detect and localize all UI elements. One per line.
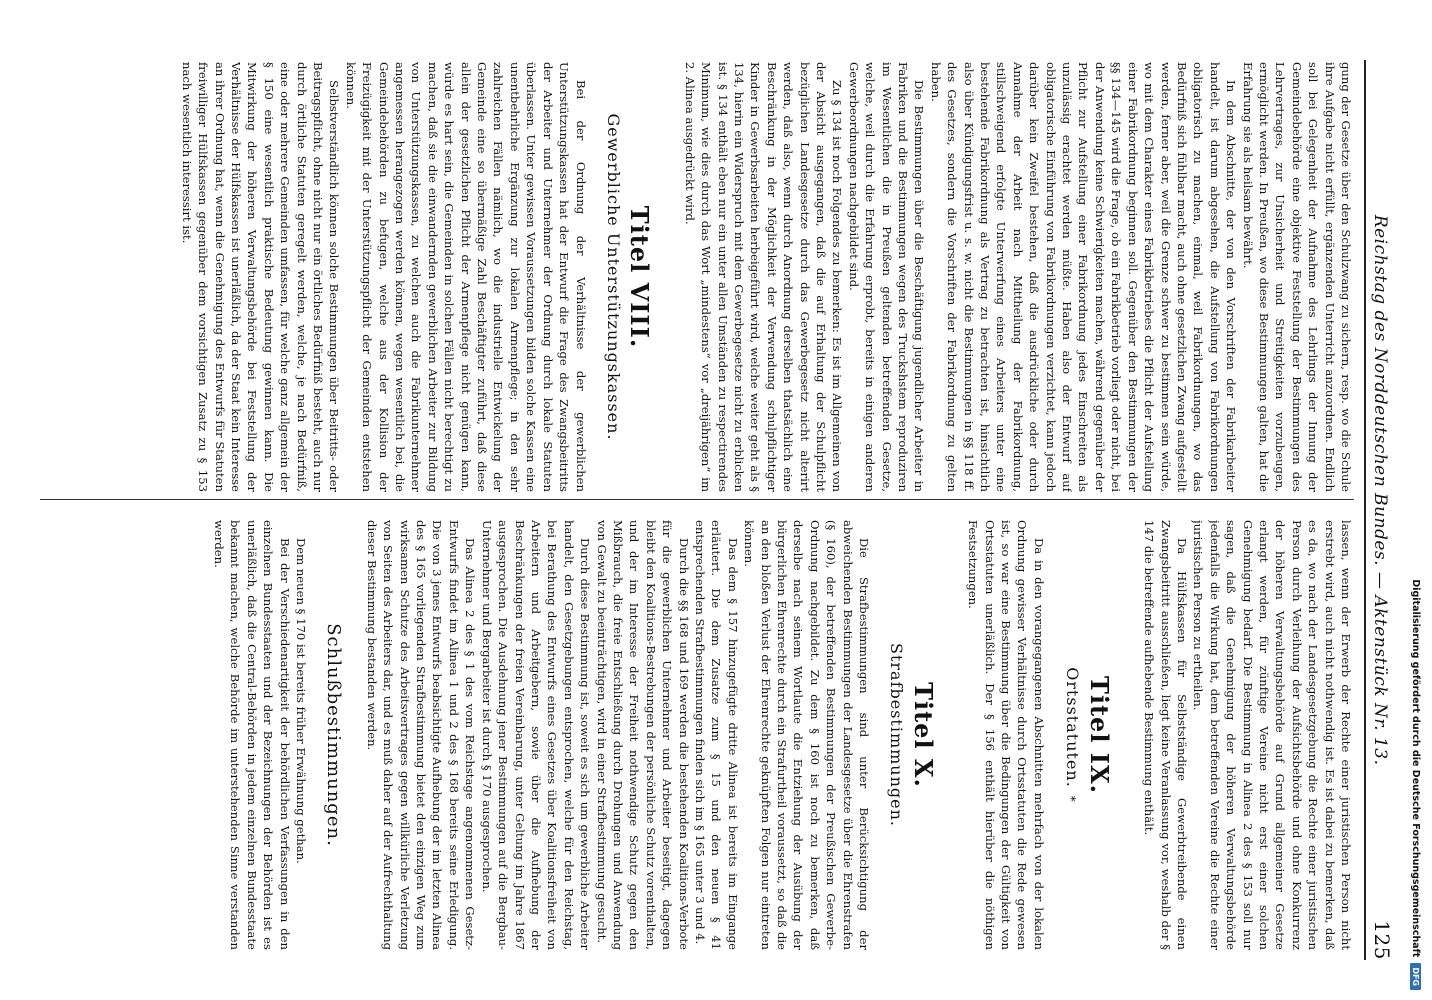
left-paragraph: gung der Gesetze über den Schulzwang zu sichern, resp. wo die Schule ihre Aufgabe nicht erfüllt, ergänzenden Unterricht anzuordnen. Endlich soll bei Gelegenheit der Aufnahme des Lehrlings der Innung der Gemeindebehörde eine objektive Feststellung der Bestimmungen des Lehrvertrages, zur Unsicherheit und Streitigkeiten vorzubeugen, ermöglicht werden. In Preußen, wo diese Bestimmungen galten, hat die Erfahrung sie als heilsam bewährt. [1240, 62, 1353, 492]
dfg-logo: DFG [1411, 963, 1422, 990]
left-paragraph: Selbstverständlich können solche Bestimmungen über Beitritts- oder Beitragspflicht, ohne nicht nur ein örtliches Bedürfniß besteht, auch nur durch örtliche Statuten geregelt werden, welche, je nach Bedürfniß, eine oder mehrere Gemeinden umfassen, für welche ganz allgemein der § 150 eine wesentlich praktische Bedeutung gewinnen kann. Die Mitwirkung der höheren Verwaltungsbehörde bei Feststellung der Verhältnisse der Hülfskassen ist unerläßlich, da der Staat kein Interesse an ihrer Ordnung hat, wenn die Genehmigung des Entwurfs für Statuten freiwilliger Hülfskassen gegenüber dem vorsichtigen Zusatz zu § 153 nach wesentlich interessirt ist. [179, 62, 342, 492]
right-paragraph: Das Alinea 2 des § 1 des vom Reichstage angenommenen Gesetz-Entwurfs findet im Alinea 1 und 2 des § 168 bereits seine Erledigung. Die von 3 jenes Entwurfs beabsichtigte Aufhebung der im letzten Alinea des § 165 vorliegenden Strafbestimmung bietet den einzigen Weg zum wirksamen Schutze des Arbeitsvertrages gegen willkürliche Verletzung von Seiten des Arbeiters dar, und es muß daher auf der Aufrechthaltung dieser Bestimmung bestanden werden. [364, 520, 478, 950]
credit-text: Digitalisierung gefördert durch die Deutsche Forschungsgemeinschaft [1410, 579, 1422, 958]
section-subheading: Gewerbliche Unterstützungskassen. [603, 113, 623, 441]
section-subheading: Strafbestimmungen. [887, 642, 907, 828]
header-rule [1364, 60, 1366, 960]
digitization-credit [1408, 0, 1428, 1000]
page-number: 125 [1370, 920, 1394, 960]
right-column [40, 520, 1354, 950]
section-heading: Titel IX. [1084, 675, 1114, 794]
section-heading: Titel X. [908, 682, 938, 788]
right-paragraph: Durch die §§ 168 und 169 werden die bestehenden Koalitions-Verbote für die gewerblichen Unternehmer und Arbeiter beseitigt, dagegen bleibt den Koalitions-Bestrebungen der persönliche Schutz vorenthalten, und der im Interesse der Freiheit nothwendige Schutz gegen den Mißbrauch, die freie Entschließung durch Drohungen und Anwendung von Gewalt zu beeinträchtigen, wird in einer Strafbestimmung gesucht. [594, 520, 691, 950]
right-paragraph: Da in den vorangegangenen Abschnitten mehrfach von der lokalen Ordnung gewisser Verhältnisse durch Ortsstatuten die Rede gewesen ist, so war eine Bestimmung über die Bedingungen der Gültigkeit von Ortsstatuten unerläßlich. Der § 156 enthält hierüber die nöthigen Festsetzungen. [966, 520, 1046, 950]
section-marker: * [1064, 795, 1079, 803]
running-head [1370, 60, 1404, 960]
right-paragraph: Das dem § 157 hinzugefügte dritte Alinea ist bereits im Eingange erläutert. Die dem Zusatze zum § 15 und den neuen § 41 entsprechenden Strafbestimmungen finden sich im § 165 unter 3 und 4. [693, 520, 740, 950]
credit-line [1406, 0, 1426, 1000]
column-divider [40, 499, 1354, 500]
right-paragraph: Durch diese Bestimmung ist, soweit es sich um gewerbliche Arbeiter handelt, den Gesetzgebungen entsprochen, welche für den Reichstag, bei Berathung des Entwurfs eines Gesetzes über Koalitionsfreiheit von Arbeitern und Arbeitgebern, sowie über die Aufhebung der Beschränkungen der freien Vereinbarung, unter Geltung im Jahre 1867 ausgesprochen. Die Ausdehnung jener Bestimmungen auf die Bergbau-Unternehmer und Bergarbeiter ist durch § 170 ausgesprochen. [479, 520, 593, 950]
left-paragraph: Zu § 134 ist noch Folgendes zu bemerken: Es ist im Allgemeinen von der Absicht ausgegangen, daß die auf Erhaltung der Schulpflicht bezüglichen Landesgesetze durch das Gewerbegesetz nicht alterirt werden, daß also, wenn durch Anordnung derselben thatsächlich eine Beschränkung in der Möglichkeit der Verwendung schulpflichtiger Kinder in Gewerbsarbeiten herbeigeführt wird, welche weiter geht als § 134, hierin ein Widerspruch mit dem Gewerbegesetze nicht zu erblicken ist. § 134 enthält eben nur ein unter allen Umständen zu respectirendes Minimum, wie dies durch das Wort „mindestens“ vor „dreijährigen“ im 2. Alinea ausgedrückt wird. [682, 62, 845, 492]
section-subheading-text: Ortsstatuten. [1063, 667, 1083, 788]
section-subheading [1063, 520, 1083, 950]
left-paragraph: Die Bestimmungen über die Beschäftigung jugendlicher Arbeiter in Fabriken und die Bestimmungen wegen des Truckshstem reproduziren im Wesentlichen die in Preußen geltenden betreffenden Gesetze, welche, weil durch die Erfahrung erprobt, bereits in einigen anderen Gewerbeordnungen nachgebildet sind. [846, 62, 927, 492]
right-paragraph: Die Strafbestimmungen sind unter Berücksichtigung der abweichenden Bestimmungen der Landesgesetze über die Ehrenstrafen (§ 160), der betreffenden Bestimmungen der Preußischen Gewerbe-Ordnung nachgebildet. Zu dem § 160 ist noch zu bemerken, daß derselbe nach seinem Wortlaute die Entziehung der Ausübung der bürgerlichen Ehrenrechte durch ein Strafurtheil voraussetzt, so daß die an den bloßen Verlust der Ehrenrechte geknüpften Folgen nur eintreten können. [742, 520, 872, 950]
right-paragraph: Bei der Verschiedenartigkeit der behördlichen Verfassungen in den einzelnen Bundesstaaten und der Bezeichnungen der Behörden ist es unerläßlich, daß die Central-Behörden in jedem einzelnen Bundesstaate bekannt machen, welche Behörde im unterstehenden Sinne verstanden werden. [212, 520, 292, 950]
section-heading: Titel VIII. [625, 205, 655, 349]
left-paragraph: In dem Abschnitte, der von den Vorschriften der Fabrikarbeiter handelt, ist darum abgesehen, die Aufstellung von Fabrikordnungen obligatorisch zu machen, einmal, weil Fabrikordnungen, wo das Bedürfniß sich fühlbar macht, auch ohne gesetzlichen Zwang aufgestellt werden, ferner aber, weil die Grenze schwer zu bestimmen sein würde, wo mit dem Charakter eines Fabrikbetriebes die Pflicht der Aufstellung einer Fabrikordnung beginnen soll. Gegenüber den Bestimmungen der §§ 134—145 wird die Frage, ob ein Fabrikbetrieb vorliegt oder nicht, bei der Anwendung keine Schwierigkeiten machen, während gegenüber der Pflicht zur Aufstellung einer Fabrikordnung jedes Einschreiten als unzulässig erachtet werden müßte. Haben also der Entwurf auf obligatorische Einführung von Fabrikordnungen verzichtet, kann jedoch darüber kein Zweifel bestehen, daß die ausdrückliche oder durch Annahme der Arbeit nach Mittheilung der Fabrikordnung, stillschweigend erfolgte Unterwerfung eines Arbeiters unter eine bestehende Fabrikordnung als Vertrag zu betrachten ist, hinsichtlich also über Kündigungsfrist u. s. w. nicht die Bestimmungen in §§ 118 ff. des Gesetzes, sondern die Vorschriften der Fabrikordnung zu gelten haben. [928, 62, 1239, 492]
right-paragraph: Dem neuen § 170 ist bereits früher Erwähnung gethan. [294, 538, 309, 864]
section-heading: Schlußbestimmungen. [323, 623, 345, 847]
left-column [40, 62, 1354, 492]
right-paragraph: Da Hülfskassen für Selbstständige Gewerbtreibende einen Zwangsbeitritt ausschließen, liegt keine Veranlassung vor, weshalb der § 147 die betreffende aufhebende Bestimmung enthält. [1142, 520, 1189, 950]
running-head-title: Reichstag des Norddeutschen Bundes. — Aktenstück Nr. 13. [1370, 214, 1390, 766]
left-paragraph: Bei der Ordnung der Verhältnisse der gewerblichen Unterstützungskassen hat der Entwurf die Frage des Zwangsbeitritts der Arbeiter und Unternehmer der Ordnung durch lokale Statuten überlassen. Unter gewissen Voraussetzungen bilden solche Kassen eine unentbehrliche Ergänzung zur lokalen Armenpflege; in den sehr zahlreichen Fällen nämlich, wo die industrielle Entwickelung der Gemeinde eine so übermäßige Zahl Beschäftigter zuführt, daß diese allein der gesetzlichen Pflicht der Armenpflege nicht genügen kann, würde es hart sein, die Gemeinden in solchen Fällen nicht berechtigt zu machen, daß sie die einwandernden gewerblichen Arbeiter zur Bildung von Unterstützungskassen, zu welchen auch die Fabrikunternehmer angemessen herangezogen werden können, wegen wesentlich bei, die Gemeindebehörden zu befugen, welche aus der Kollision der Freizügigkeit mit der Unterstützungspflicht der Gemeinden entstehen können. [343, 62, 588, 492]
right-paragraph: lassen, wenn der Erwerb der Rechte einer juristischen Person nicht erstrebt wird, auch nicht nothwendig ist. Es ist dabei zu bemerken, daß es da, wo nach der Landesgesetzgebung die Rechte einer juristischen Person durch Verleihung der Aufsichtsbehörde und ohne Konkurrenz der höheren Verwaltungsbehörde auf Grund allgemeiner Gesetze erlangt werden, für zünftige Vereine nicht erst einer solchen Genehmigung bedarf. Die Bestimmung in Alinea 2 des § 153 soll nur sagen, daß die Genehmigung der höheren Verwaltungsbehörde jedenfalls die Wirkung hat, dem betreffenden Vereine die Rechte einer juristischen Person zu ertheilen. [1191, 520, 1353, 950]
